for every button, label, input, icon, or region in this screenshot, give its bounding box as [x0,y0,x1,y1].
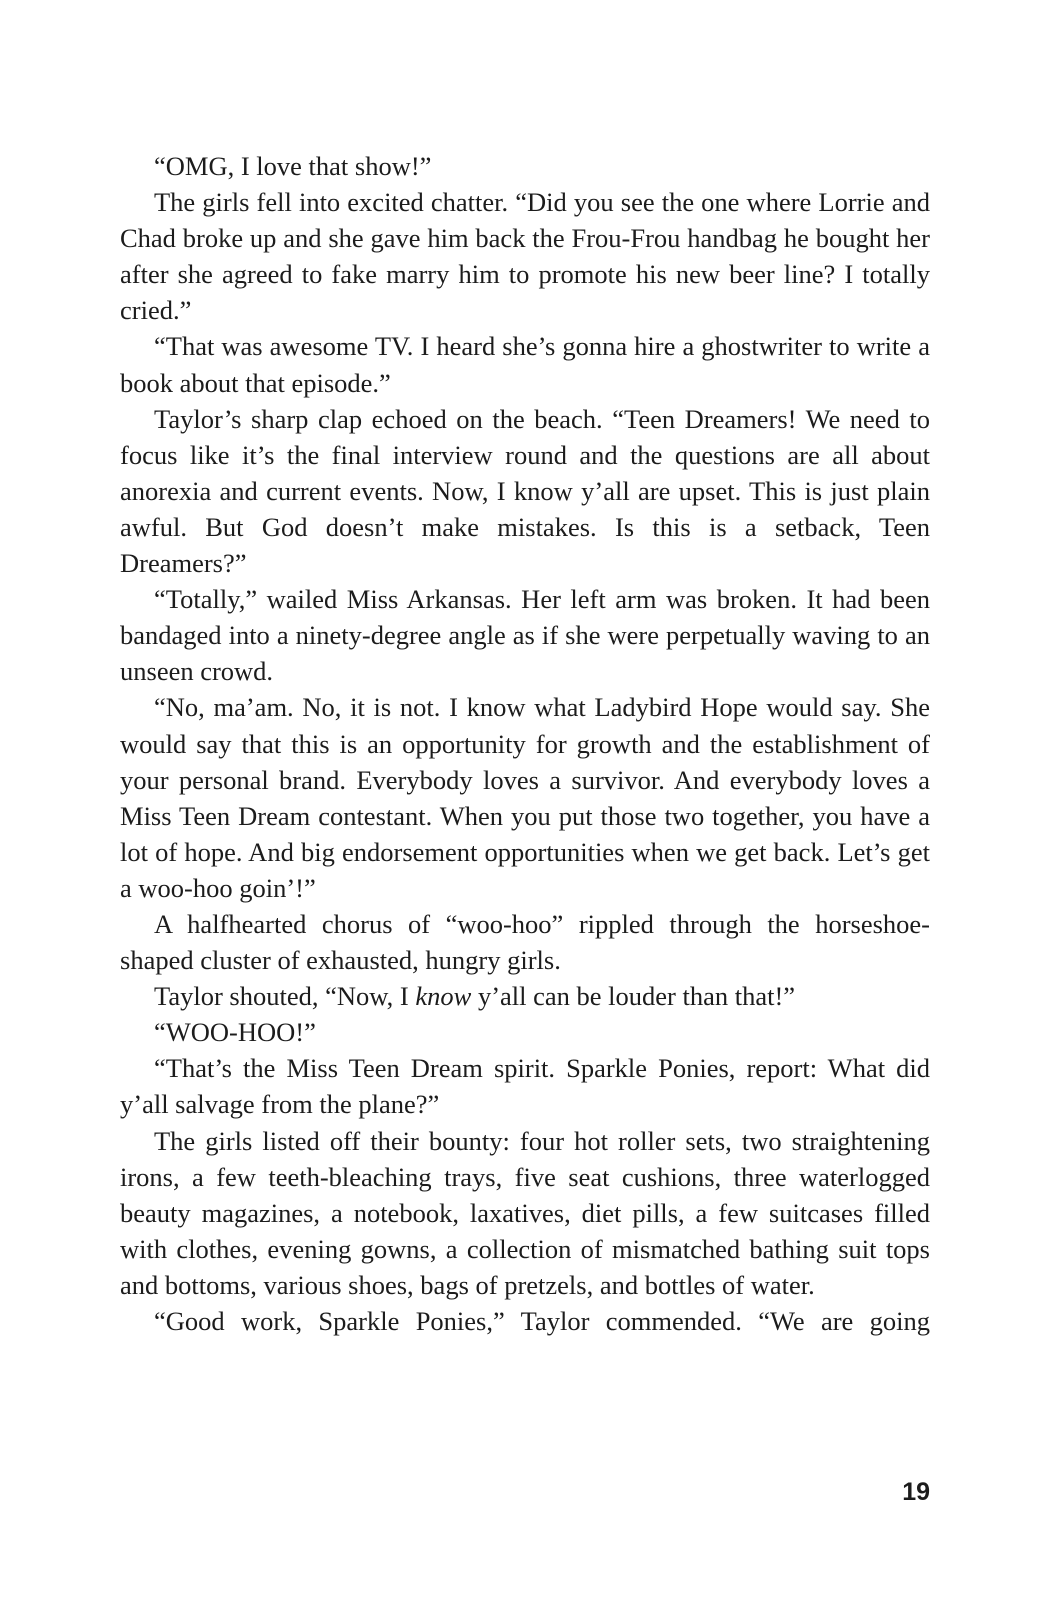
paragraph: The girls listed off their bounty: four hot roller sets, two straightening irons, a few teeth-bleaching trays, five seat cushions, three waterlogged beauty magazines, a notebook, laxatives, diet pills, a few suitcases filled with clothes, evening gowns, a collection of mismatched bathing suit tops and bottoms, various shoes, bags of pretzels, and bottles of water. [120,1125,930,1300]
paragraph: “That was awesome TV. I heard she’s gonna hire a ghostwriter to write a book about that episode.” [120,331,930,398]
paragraph: “No, ma’am. No, it is not. I know what Ladybird Hope would say. She would say that this is an opportunity for growth and the establishment of your personal brand. Everybody loves a survivor. And everybody loves a Miss Teen Dream contestant. When you put those two together, you have a lot of hope. And big endorsement opportunities when we get back. Let’s get a woo-hoo goin’!” [120,692,930,903]
paragraph: “OMG, I love that show!” [154,151,432,181]
body-text [120,148,930,1339]
paragraph [120,978,930,1014]
paragraph: “That’s the Miss Teen Dream spirit. Sparkle Ponies, report: What did y’all salvage from the plane?” [120,1053,930,1120]
paragraph: The girls fell into excited chatter. “Did you see the one where Lorrie and Chad broke up and she gave him back the Frou-Frou handbag he bought her after she agreed to fake marry him to promote his new beer line? I totally cried.” [120,187,930,326]
paragraph: A halfhearted chorus of “woo-hoo” rippled through the horseshoe-shaped cluster of exhausted, hungry girls. [120,908,930,976]
emphasized-word: know [415,981,472,1012]
paragraph: “Totally,” wailed Miss Arkansas. Her left arm was broken. It had been bandaged into a ninety-degree angle as if she were perpetually waving to an unseen crowd. [120,584,930,687]
paragraph-text: Taylor shouted, “Now, I [154,981,416,1012]
page-number: 19 [902,1478,930,1506]
paragraph: Taylor’s sharp clap echoed on the beach. “Teen Dreamers! We need to focus like it’s the final interview round and the questions are all about anorexia and current events. Now, I know y’all are upset. This is just plain awful. But God doesn’t make mistakes. Is this is a setback, Teen Dreamers?” [120,403,930,579]
paragraph-text: y’all can be louder than that!” [471,981,796,1012]
paragraph: “Good work, Sparkle Ponies,” Taylor commended. “We are going [154,1306,930,1336]
paragraph: “WOO-HOO!” [154,1017,316,1048]
